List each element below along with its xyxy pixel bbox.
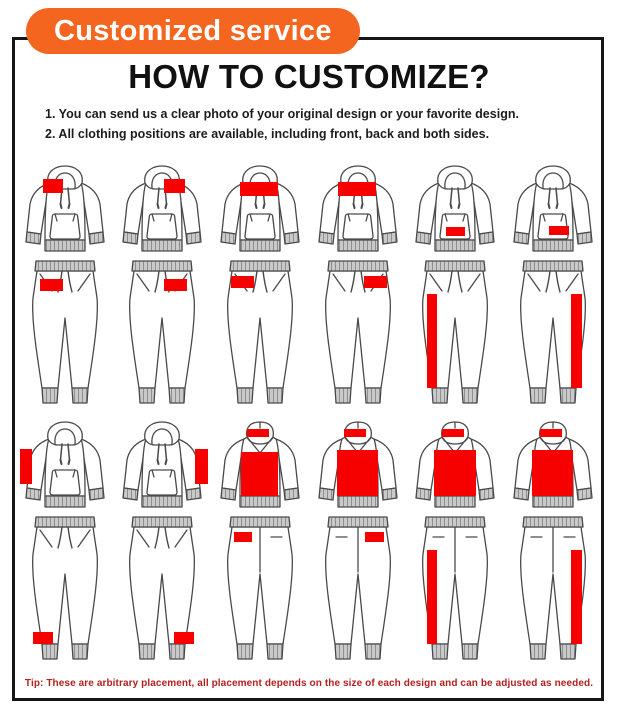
pants-illustration — [114, 258, 210, 406]
print-placement-mark — [174, 632, 194, 644]
pants-illustration — [310, 258, 406, 406]
outfit-set-r2c6-back — [504, 420, 602, 662]
pants-illustration — [407, 514, 503, 662]
outfit-set-r1c3-front — [211, 164, 309, 406]
pants-illustration — [212, 514, 308, 662]
hoodie-illustration — [114, 420, 210, 512]
print-placement-mark — [442, 429, 464, 436]
hoodie-front-drawing — [212, 164, 308, 256]
hoodie-front-drawing — [17, 164, 113, 256]
pants-front-drawing — [114, 258, 210, 406]
outfit-set-r2c3-back — [211, 420, 309, 662]
pants-front-drawing — [505, 258, 601, 406]
tip-text: Tip: These are arbitrary placement, all placement depends on the size of each design and can be adjusted as needed. — [24, 678, 594, 689]
hoodie-front-drawing — [114, 164, 210, 256]
outfit-set-r1c4-front — [309, 164, 407, 406]
hoodie-illustration — [407, 420, 503, 512]
print-placement-mark — [344, 429, 366, 436]
pants-back-drawing — [505, 514, 601, 662]
print-placement-mark — [33, 632, 53, 644]
pants-front-drawing — [114, 514, 210, 662]
print-placement-mark — [571, 294, 582, 389]
hoodie-front-drawing — [505, 164, 601, 256]
pants-back-drawing — [407, 514, 503, 662]
pants-illustration — [17, 514, 113, 662]
outfit-set-r1c6-front — [504, 164, 602, 406]
pants-back-drawing — [212, 514, 308, 662]
pants-illustration — [407, 258, 503, 406]
instruction-line-2: 2. All clothing positions are available, including front, back and both sides. — [45, 127, 490, 141]
pants-front-drawing — [310, 258, 406, 406]
page-title: HOW TO CUSTOMIZE? — [128, 58, 490, 95]
hoodie-front-drawing — [310, 164, 406, 256]
instruction-line-1: 1. You can send us a clear photo of your original design or your favorite design. — [45, 107, 519, 121]
outfit-set-r1c5-front — [407, 164, 505, 406]
print-placement-mark — [40, 279, 63, 291]
customized-service-banner — [26, 8, 360, 54]
hoodie-illustration — [310, 420, 406, 512]
hoodie-illustration — [212, 164, 308, 256]
pants-back-drawing — [310, 514, 406, 662]
print-placement-mark — [43, 179, 63, 194]
print-placement-mark — [164, 179, 184, 194]
print-placement-mark — [549, 226, 568, 235]
outfit-set-r2c1-front — [16, 420, 114, 662]
print-placement-mark — [195, 449, 207, 484]
placement-grid — [16, 164, 602, 662]
print-placement-mark — [234, 532, 252, 542]
pants-illustration — [212, 258, 308, 406]
print-placement-mark — [434, 450, 475, 496]
print-placement-mark — [231, 276, 254, 288]
pants-illustration — [310, 514, 406, 662]
outfit-set-r2c2-front — [114, 420, 212, 662]
banner-label: Customized service — [54, 14, 332, 47]
print-placement-mark — [540, 429, 562, 436]
pants-front-drawing — [17, 258, 113, 406]
print-placement-mark — [338, 182, 376, 196]
pants-front-drawing — [212, 258, 308, 406]
hoodie-illustration — [505, 420, 601, 512]
outfit-set-r2c4-back — [309, 420, 407, 662]
hoodie-illustration — [17, 164, 113, 256]
print-placement-mark — [532, 450, 573, 496]
instruction-list — [45, 104, 519, 144]
hoodie-front-drawing — [407, 164, 503, 256]
hoodie-illustration — [114, 164, 210, 256]
print-placement-mark — [337, 450, 378, 496]
print-placement-mark — [427, 550, 438, 645]
pants-front-drawing — [407, 258, 503, 406]
outfit-set-r2c5-back — [407, 420, 505, 662]
hoodie-illustration — [310, 164, 406, 256]
print-placement-mark — [247, 429, 269, 436]
hoodie-illustration — [17, 420, 113, 512]
print-placement-mark — [241, 452, 278, 496]
hoodie-illustration — [505, 164, 601, 256]
print-placement-mark — [364, 276, 387, 288]
outfit-set-r1c1-front — [16, 164, 114, 406]
outfit-set-r1c2-front — [114, 164, 212, 406]
pants-illustration — [505, 258, 601, 406]
print-placement-mark — [240, 182, 278, 196]
pants-illustration — [17, 258, 113, 406]
print-placement-mark — [427, 294, 438, 389]
print-placement-mark — [446, 227, 465, 236]
print-placement-mark — [164, 279, 187, 291]
pants-front-drawing — [17, 514, 113, 662]
print-placement-mark — [365, 532, 383, 542]
print-placement-mark — [571, 550, 582, 645]
pants-illustration — [114, 514, 210, 662]
print-placement-mark — [20, 449, 32, 484]
pants-illustration — [505, 514, 601, 662]
hoodie-illustration — [212, 420, 308, 512]
hoodie-illustration — [407, 164, 503, 256]
